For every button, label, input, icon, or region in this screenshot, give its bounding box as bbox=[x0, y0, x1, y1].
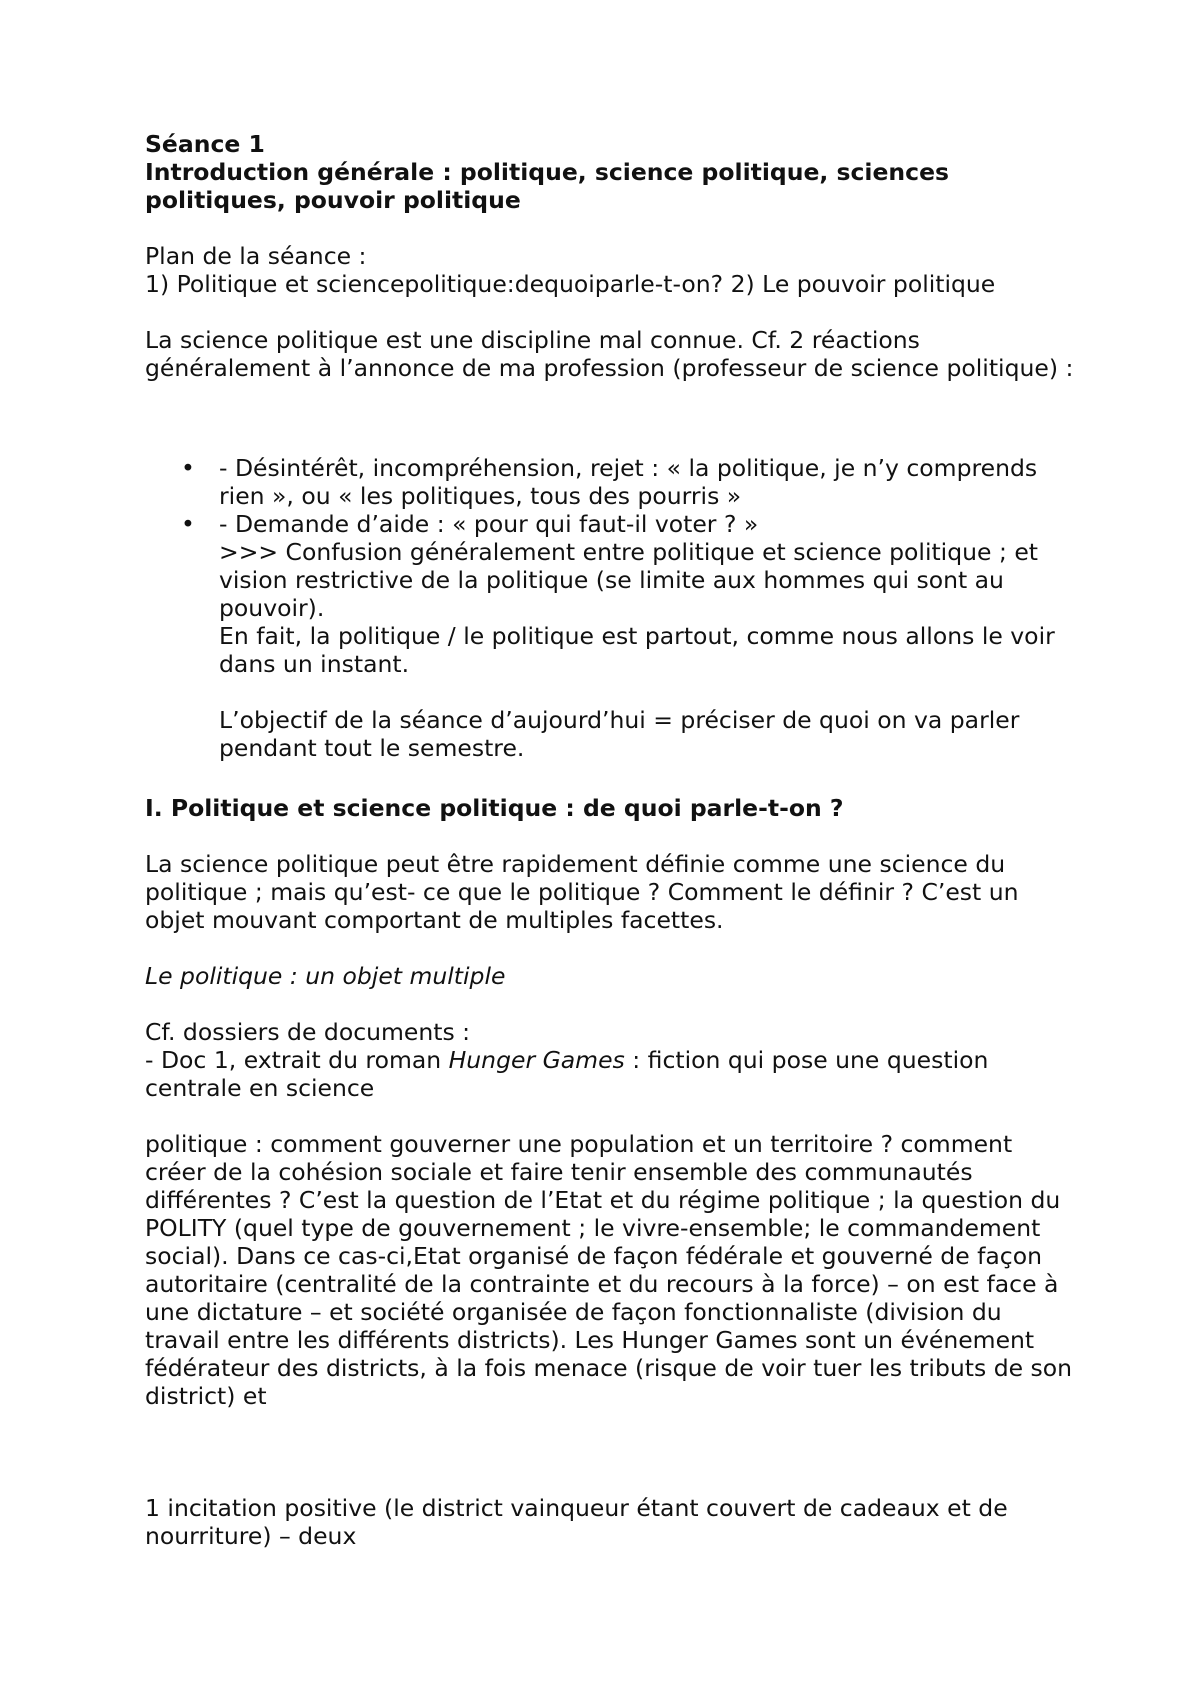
subheading: Le politique : un objet multiple bbox=[145, 962, 506, 990]
plan-items: 1) Politique et sciencepolitique:dequoiparle-t-on? 2) Le pouvoir politique bbox=[145, 270, 996, 298]
bullet-text: - Demande d’aide : « pour qui faut-il voter ? » bbox=[219, 510, 759, 538]
docs-label: Cf. dossiers de documents : bbox=[145, 1018, 471, 1046]
section-heading: I. Politique et science politique : de quoi parle-t-on ? bbox=[145, 794, 844, 822]
bullet-icon: • bbox=[181, 454, 195, 482]
bullet-list bbox=[145, 454, 1075, 762]
intro-paragraph: La science politique est une discipline mal connue. Cf. 2 réactions généralement à l’annonce de ma profession (professeur de science politique) : bbox=[145, 326, 1074, 382]
bullet-item bbox=[145, 510, 1075, 762]
confusion-text: >>> Confusion généralement entre politique et science politique ; et vision restrictive de la politique (se limite aux hommes qui sont au pouvoir). bbox=[219, 538, 1039, 622]
session-label: Séance 1 bbox=[145, 130, 265, 158]
plan-label: Plan de la séance : bbox=[145, 242, 367, 270]
section-paragraph-2: politique : comment gouverner une population et un territoire ? comment créer de la cohésion sociale et faire tenir ensemble des communautés différentes ? C’est la question de l’Etat et du régime politique ; la question du POLITY (quel type de gouvernement ; le vivre-ensemble; le commandement social). Dans ce cas-ci,Etat organisé de façon fédérale et gouverné de façon autoritaire (centralité de la contrainte et du recours à la force) – on est face à une dictature – et société organisée de façon fonctionnaliste (division du travail entre les différents districts). Les Hunger Games sont un événement fédérateur des districts, à la fois menace (risque de voir tuer les tributs de son district) et bbox=[145, 1130, 1073, 1410]
partout-text: En fait, la politique / le politique est partout, comme nous allons le voir dans un instant. bbox=[219, 622, 1055, 678]
doc1-line bbox=[145, 1046, 1075, 1102]
page-title: Introduction générale : politique, science politique, sciences politiques, pouvoir politique bbox=[145, 158, 950, 214]
doc1-title: Hunger Games bbox=[448, 1046, 625, 1074]
doc1-suffix: : fiction qui pose une question centrale en science bbox=[145, 1046, 989, 1102]
bullet-text: - Désintérêt, incompréhension, rejet : « la politique, je n’y comprends rien », ou « les politiques, tous des pourris » bbox=[219, 454, 1038, 510]
bullet-item bbox=[145, 454, 1075, 510]
doc1-prefix: - Doc 1, extrait du roman bbox=[145, 1046, 449, 1074]
objectif-text: L’objectif de la séance d’aujourd’hui = préciser de quoi on va parler pendant tout le semestre. bbox=[219, 706, 1020, 762]
section-paragraph-3: 1 incitation positive (le district vainqueur étant couvert de cadeaux et de nourriture) – deux bbox=[145, 1494, 1008, 1550]
bullet-icon: • bbox=[181, 510, 195, 538]
section-paragraph: La science politique peut être rapidement définie comme une science du politique ; mais qu’est- ce que le politique ? Comment le définir ? C’est un objet mouvant comportant de multiples facettes. bbox=[145, 850, 1019, 934]
